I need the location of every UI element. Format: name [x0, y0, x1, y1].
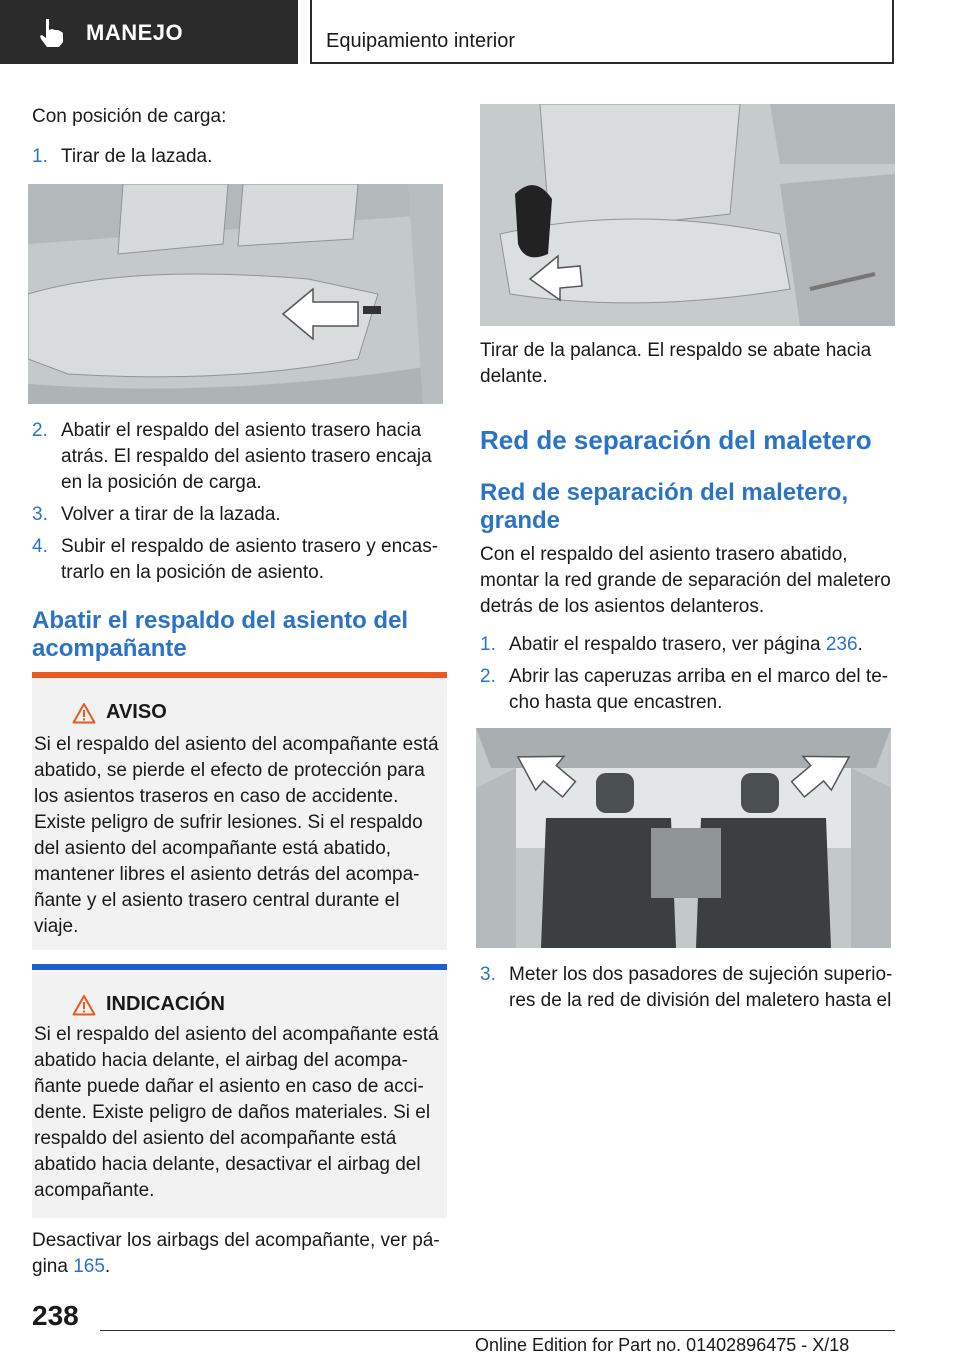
warning-box	[32, 672, 447, 950]
step-text: atrás. El respaldo del asiento trasero encaja	[61, 446, 432, 467]
step-number: 1.	[480, 634, 496, 655]
notice-bar	[32, 964, 447, 970]
section-label: MANEJO	[86, 20, 184, 45]
step-text: cho hasta que encastren.	[509, 692, 723, 713]
subsection-heading: grande	[480, 507, 561, 534]
step-text: Subir el respaldo de asiento trasero y encas-	[61, 536, 439, 557]
chapter-title: Equipamiento interior	[326, 30, 515, 52]
notice-box	[32, 964, 447, 1218]
notice-title: INDICACIÓN	[106, 993, 225, 1015]
deactivate-text: Desactivar los airbags del acompañante, ver pá-	[32, 1230, 440, 1251]
notice-body: Si el respaldo del asiento del acompañante está abatido hacia delante, el airbag del acompa- ñante puede dañar el asiento en caso de acci- dente. Existe peligro de daños materiales. Si el respaldo del asiento del acompañante está abatido hacia delante, desactivar el airbag del acompañante.	[34, 1024, 439, 1201]
warning-body: Si el respaldo del asiento del acompañante está abatido, se pierde el efecto de protección para los asientos traseros en caso de accidente. Existe peligro de sufrir lesiones. Si el respaldo del asiento del acompañante está abatido, mantener libres el asiento detrás del acompa- ñante y el asiento trasero central durante el viaje.	[34, 734, 439, 937]
page-link[interactable]: 165	[73, 1256, 105, 1277]
section-heading: Red de separación del maletero	[480, 425, 872, 455]
step-number: 3.	[480, 964, 496, 985]
step-number: 2.	[32, 420, 48, 441]
body-text: Con el respaldo del asiento trasero abatido,	[480, 544, 848, 565]
body-text: detrás de los asientos delanteros.	[480, 596, 765, 617]
hand-icon	[36, 17, 70, 49]
lever-text: Tirar de la palanca. El respaldo se abate hacia	[480, 340, 872, 361]
step-number: 3.	[32, 504, 48, 525]
step-text: res de la red de división del maletero hasta el	[509, 990, 892, 1011]
page-link[interactable]: 236	[825, 634, 858, 655]
subsection-heading: Red de separación del maletero,	[480, 479, 849, 506]
rear-seat-loop-image	[28, 184, 443, 404]
step-text: en la posición de carga.	[61, 472, 262, 493]
section-heading: acompañante	[32, 635, 187, 662]
edition-text: Online Edition for Part no. 01402896475 - X/18	[475, 1335, 850, 1355]
step-number: 2.	[480, 666, 496, 687]
warning-triangle-icon	[72, 702, 96, 724]
intro-text: Con posición de carga:	[32, 106, 227, 127]
step-text: Abatir el respaldo trasero, ver página 236.	[509, 634, 863, 655]
page-number: 238	[32, 1300, 79, 1331]
body-text: montar la red grande de separación del maletero	[480, 570, 891, 591]
front-seat-lever-image	[480, 104, 895, 326]
warning-bar	[32, 672, 447, 678]
footer-divider	[100, 1330, 895, 1331]
step-number: 4.	[32, 536, 48, 557]
step-text: Tirar de la lazada.	[61, 146, 213, 167]
section-heading: Abatir el respaldo del asiento del	[32, 607, 409, 634]
step-text: trarlo en la posición de asiento.	[61, 562, 324, 583]
warning-title: AVISO	[106, 701, 167, 723]
section-tab[interactable]	[0, 0, 298, 64]
deactivate-text-line2: gina 165.	[32, 1256, 111, 1277]
lever-text: delante.	[480, 366, 548, 387]
step-text: Abrir las caperuzas arriba en el marco del te-	[509, 666, 889, 687]
notice-triangle-icon	[72, 994, 96, 1016]
step-number: 1.	[32, 146, 48, 167]
chapter-header	[310, 0, 894, 64]
step-text: Volver a tirar de la lazada.	[61, 504, 281, 525]
cabin-net-image	[476, 728, 891, 948]
step-text: Abatir el respaldo del asiento trasero hacia	[61, 420, 422, 441]
step-text: Meter los dos pasadores de sujeción superio-	[509, 964, 893, 985]
